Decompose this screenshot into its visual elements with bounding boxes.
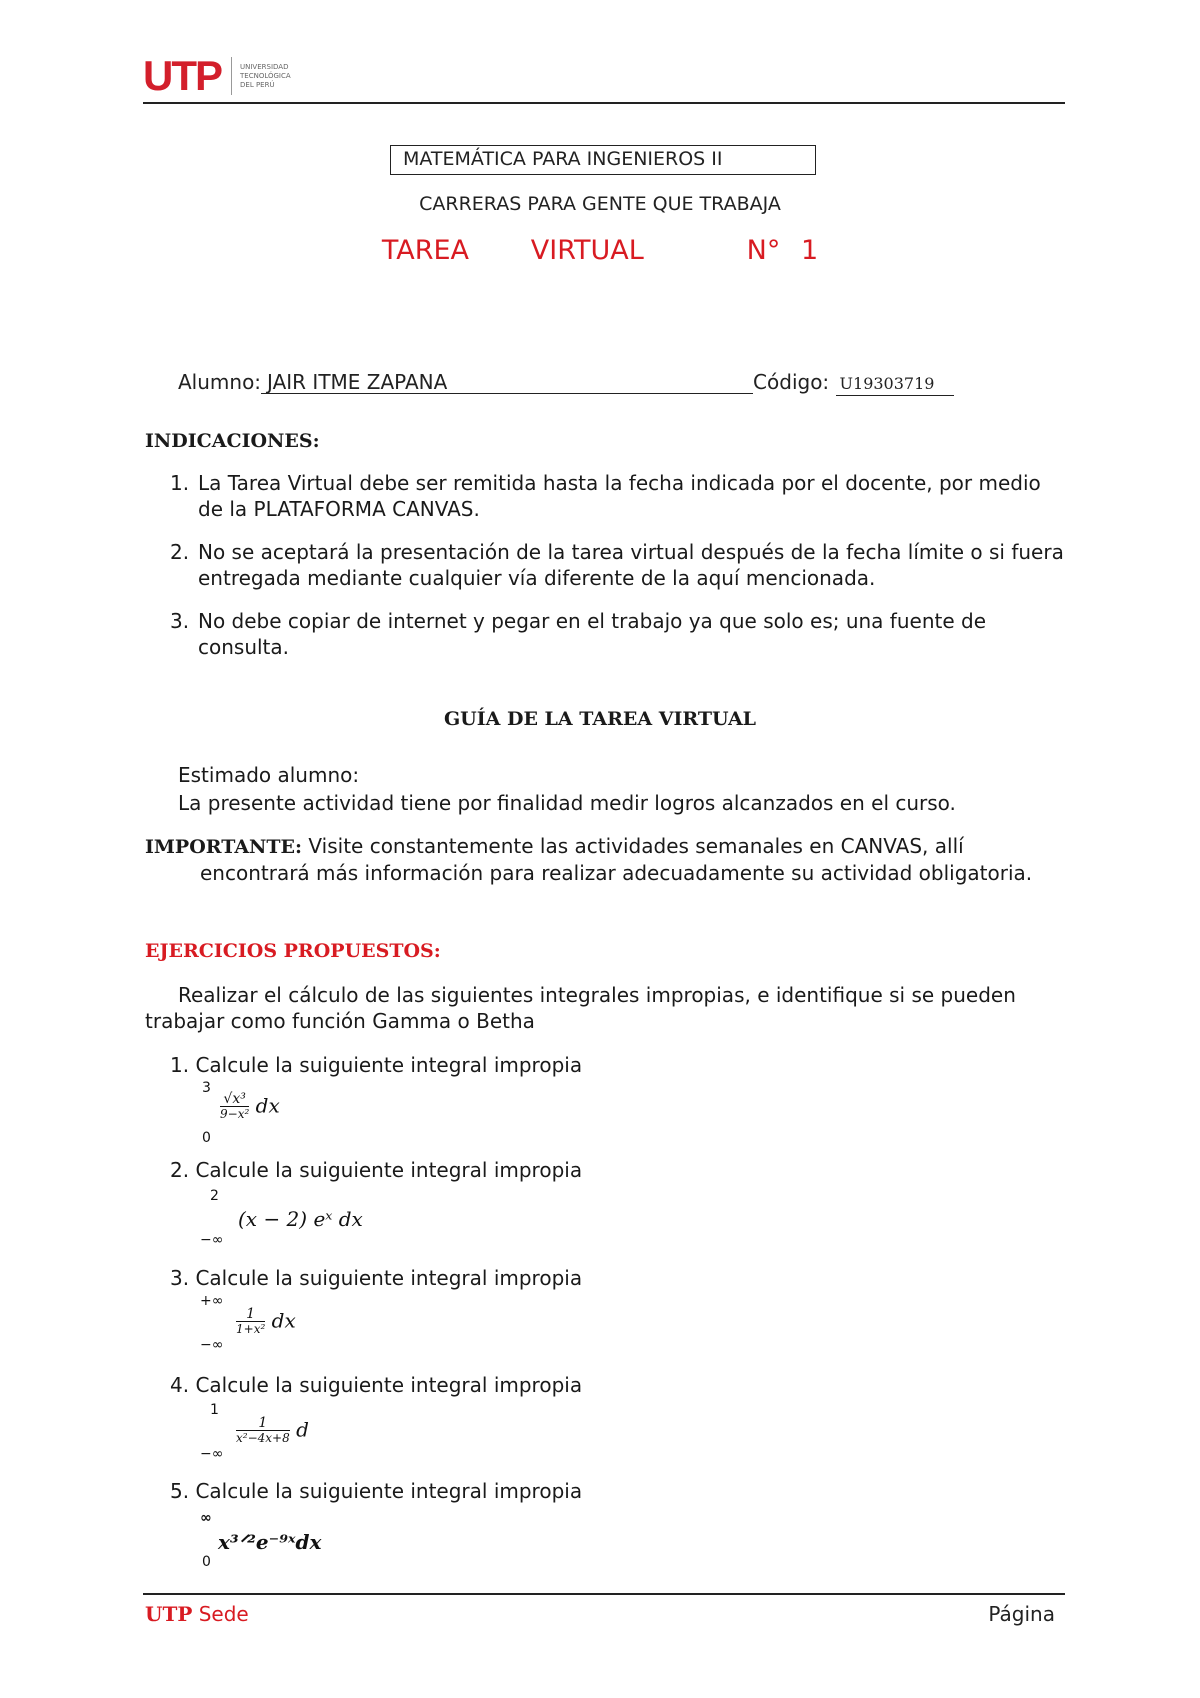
footer-brand: UTP: [145, 1602, 193, 1626]
integral-2: [200, 1188, 400, 1248]
exercise-number: 2.: [170, 1158, 190, 1182]
integral-5: [200, 1510, 400, 1570]
important-text: Visite constantemente las actividades semanales en CANVAS, allí encontrará más información para realizar adecuadamente su actividad obligatoria.: [200, 834, 1033, 885]
exercise-label: Calcule la suiguiente integral impropia: [195, 1479, 583, 1503]
exercise-label: Calcule la suiguiente integral impropia: [195, 1266, 583, 1290]
exercise-5: [170, 1478, 582, 1504]
lower-limit: −∞: [200, 1446, 224, 1462]
footer-divider: [143, 1593, 1065, 1595]
list-item-text: No se aceptará la presentación de la tarea virtual después de la fecha límite o si fuera entregada mediante cualquier vía diferente de la aquí mencionada.: [198, 540, 1064, 590]
logo-text-line: UNIVERSIDAD: [240, 62, 289, 71]
logo-mark: UTP: [143, 52, 221, 99]
indicaciones-heading: INDICACIONES:: [145, 430, 320, 452]
integrand: $\frac{\text{√x³}}{\text{9−x²}}$ dx: [220, 1091, 280, 1121]
student-code-label: Código:: [753, 370, 830, 394]
lower-limit: −∞: [200, 1337, 224, 1353]
logo-text: [240, 63, 291, 90]
logo-divider: [231, 57, 232, 95]
exercise-number: 5.: [170, 1479, 190, 1503]
list-item: 3. No debe copiar de internet y pegar en el trabajo ya que solo es; una fuente de consulta.: [170, 609, 986, 659]
indicaciones-list: [170, 470, 1070, 677]
ejercicios-intro: Realizar el cálculo de las siguientes integrales impropias, e identifique si se pueden trabajar como función Gamma o Betha: [145, 983, 1016, 1033]
footer-sede: [145, 1602, 249, 1626]
ejercicios-heading: EJERCICIOS PROPUESTOS:: [145, 940, 441, 962]
lower-limit: 0: [202, 1130, 211, 1146]
student-info-line: [178, 370, 954, 396]
integral-1: [200, 1080, 400, 1150]
integrand: $\frac{1}{\text{x²−4x+8}}$ d: [236, 1415, 309, 1445]
lower-limit: 0: [202, 1554, 211, 1570]
integrand: (x − 2) eˣ dx: [238, 1207, 363, 1231]
exercise-2: [170, 1157, 582, 1183]
exercise-3: [170, 1265, 582, 1291]
utp-logo: [143, 52, 291, 99]
purpose-text: La presente actividad tiene por finalidad medir logros alcanzados en el curso.: [178, 791, 956, 815]
exercise-number: 3.: [170, 1266, 190, 1290]
important-note: [145, 833, 1070, 886]
integrand: $\frac{1}{\text{1+x²}}$ dx: [236, 1306, 296, 1336]
integrand: x³ᐟ²e⁻⁹ˣdx: [218, 1530, 322, 1554]
exercise-label: Calcule la suiguiente integral impropia: [195, 1373, 583, 1397]
upper-limit: ∞: [200, 1510, 212, 1526]
greeting: Estimado alumno:: [178, 763, 360, 787]
list-item: 2. No se aceptará la presentación de la tarea virtual después de la fecha límite o si fuera entregada mediante cualquier vía diferente de la aquí mencionada.: [170, 540, 1064, 590]
guia-heading: GUÍA DE LA TAREA VIRTUAL: [443, 708, 757, 730]
exercise-number: 1.: [170, 1053, 190, 1077]
course-title: MATEMÁTICA PARA INGENIEROS II: [390, 145, 816, 175]
upper-limit: 3: [202, 1080, 211, 1096]
important-label: IMPORTANTE:: [145, 836, 303, 858]
exercise-label: Calcule la suiguiente integral impropia: [195, 1053, 583, 1077]
exercise-4: [170, 1372, 582, 1398]
integral-3: [200, 1293, 400, 1353]
task-title: TAREA VIRTUAL N° 1: [381, 235, 819, 266]
list-item: 1. La Tarea Virtual debe ser remitida hasta la fecha indicada por el docente, por medio de la PLATAFORMA CANVAS.: [170, 471, 1041, 521]
upper-limit: 1: [210, 1402, 219, 1418]
exercise-number: 4.: [170, 1373, 190, 1397]
student-code-value: U19303719: [836, 373, 954, 396]
header-divider: [143, 102, 1065, 104]
list-item-text: No debe copiar de internet y pegar en el trabajo ya que solo es; una fuente de consulta.: [198, 609, 986, 659]
student-name-label: Alumno:: [178, 370, 262, 394]
program-subtitle: CARRERAS PARA GENTE QUE TRABAJA: [419, 193, 781, 215]
upper-limit: +∞: [200, 1293, 224, 1309]
student-name-value: JAIR ITME ZAPANA: [261, 371, 753, 394]
exercise-1: [170, 1052, 582, 1078]
logo-text-line: DEL PERÚ: [240, 80, 275, 89]
lower-limit: −∞: [200, 1232, 224, 1248]
upper-limit: 2: [210, 1188, 219, 1204]
logo-text-line: TECNOLÓGICA: [240, 71, 291, 80]
footer-page: Página: [988, 1602, 1055, 1626]
integral-4: [200, 1402, 400, 1462]
exercise-label: Calcule la suiguiente integral impropia: [195, 1158, 583, 1182]
footer-sede-text: Sede: [198, 1602, 249, 1626]
list-item-text: La Tarea Virtual debe ser remitida hasta la fecha indicada por el docente, por medio de la PLATAFORMA CANVAS.: [198, 471, 1041, 521]
